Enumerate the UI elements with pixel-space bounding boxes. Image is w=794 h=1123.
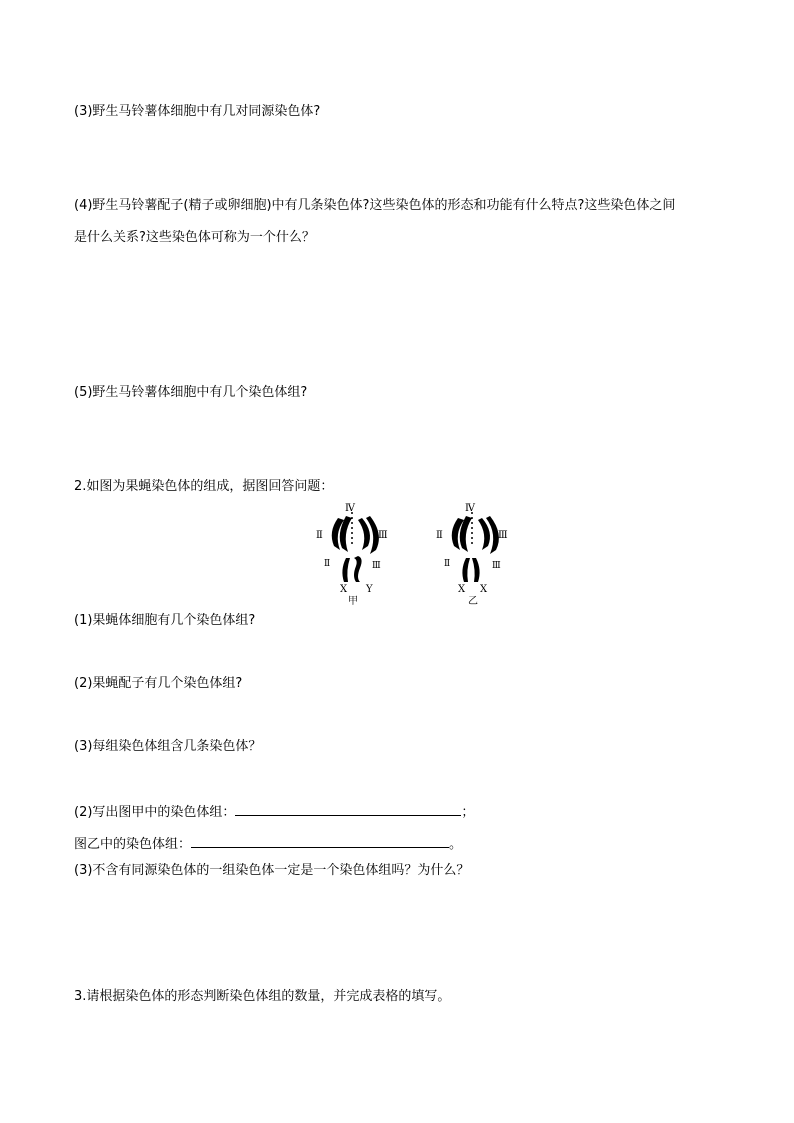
label-X2-yi: X	[480, 584, 488, 595]
chromosome-X	[342, 558, 350, 582]
label-III-jia: Ⅲ	[378, 530, 388, 541]
label-II-jia-lower: Ⅱ	[324, 559, 331, 569]
karyotype-jia	[316, 503, 388, 607]
fill-yi-suffix: 。	[449, 837, 463, 852]
problem-2-question-3: (3)每组染色体组含几条染色体？	[74, 739, 262, 754]
label-III-yi-lower: Ⅲ	[492, 561, 501, 571]
problem-2-question-1: (1)果蝇体细胞有几个染色体组?	[74, 613, 256, 628]
fill-jia-prefix: (2)写出图甲中的染色体组：	[74, 805, 236, 820]
problem-3-intro: 3.请根据染色体的形态判断染色体组的数量，并完成表格的填写。	[74, 989, 451, 1004]
karyotype-yi	[436, 503, 508, 607]
chromosome-III-left	[358, 518, 370, 550]
label-III-yi: Ⅲ	[498, 530, 508, 541]
problem-2-question-4: (3)不含有同源染色体的一组染色体一定是一个染色体组吗？为什么？	[74, 863, 470, 878]
label-X1-yi: X	[458, 584, 466, 595]
problem-2-question-2: (2)果蝇配子有几个染色体组?	[74, 676, 243, 691]
problem-2-fill-jia	[74, 801, 474, 822]
chromosome-X-1	[462, 558, 470, 582]
label-III-jia-lower: Ⅲ	[372, 561, 381, 571]
fill-yi-prefix: 图乙中的染色体组：	[74, 837, 192, 852]
problem-2-intro: 2.如图为果蝇染色体的组成，据图回答问题：	[74, 479, 334, 494]
caption-yi: 乙	[468, 596, 478, 607]
label-II-yi-lower: Ⅱ	[444, 559, 451, 569]
answer-blank-jia[interactable]	[235, 801, 461, 816]
question-4-line-2: 是什么关系?这些染色体可称为一个什么？	[74, 230, 315, 245]
label-II-yi: Ⅱ	[436, 530, 443, 541]
caption-jia: 甲	[348, 596, 358, 607]
chromosome-Y	[354, 556, 362, 582]
label-Y-jia: Y	[366, 584, 373, 595]
label-II-jia: Ⅱ	[316, 530, 323, 541]
chromosome-X-2	[472, 558, 480, 582]
question-5-chromosome-sets: (5)野生马铃薯体细胞中有几个染色体组?	[74, 385, 308, 400]
chromosome-III-left	[478, 518, 490, 550]
problem-2-fill-yi	[74, 833, 462, 854]
question-3-homologous-pairs: (3)野生马铃薯体细胞中有几对同源染色体?	[74, 104, 321, 119]
answer-blank-yi[interactable]	[191, 833, 449, 848]
label-IV-yi: Ⅳ	[465, 503, 475, 514]
fill-jia-suffix: ；	[461, 805, 475, 820]
question-4-line-1: (4)野生马铃薯配子(精子或卵细胞)中有几条染色体?这些染色体的形态和功能有什么特点?这些染色体之间	[74, 198, 676, 213]
label-IV-jia: Ⅳ	[345, 503, 355, 514]
label-X-jia: X	[340, 584, 348, 595]
fruit-fly-chromosome-figure	[300, 498, 520, 608]
